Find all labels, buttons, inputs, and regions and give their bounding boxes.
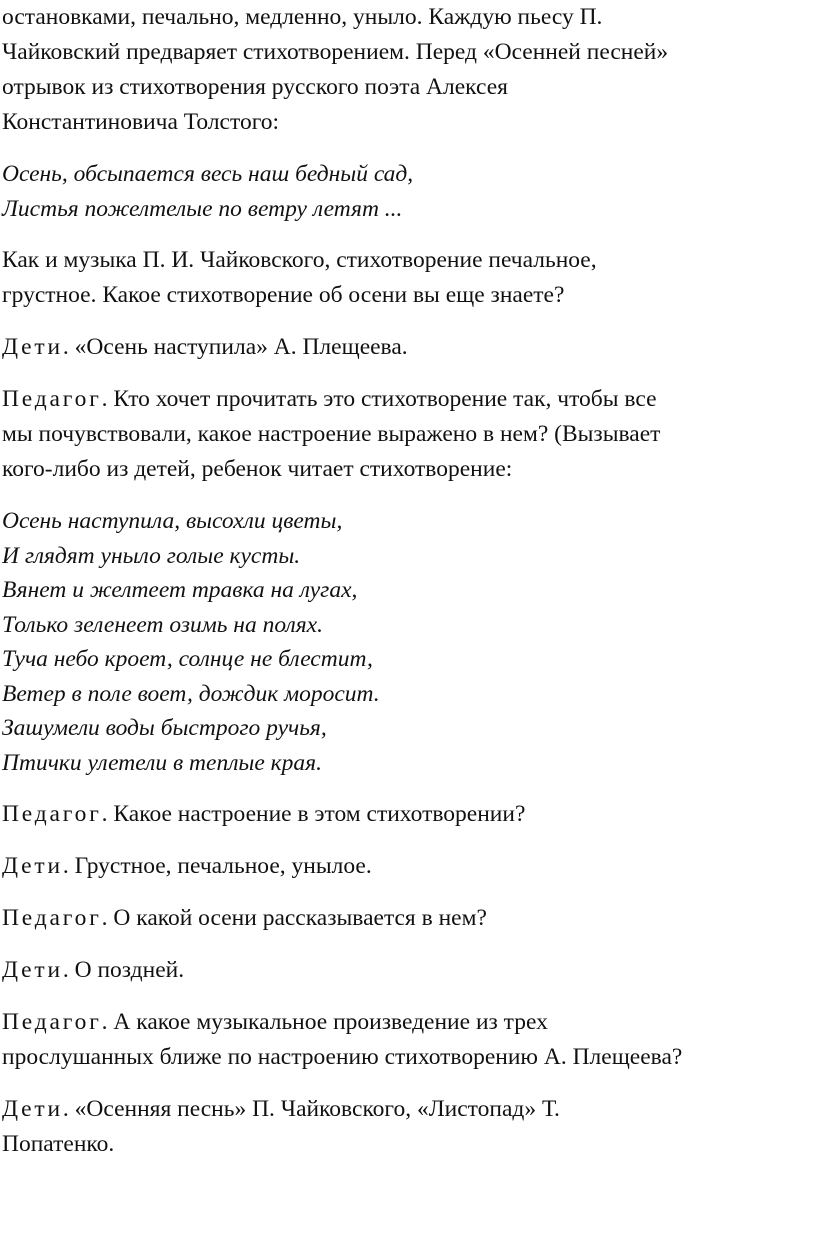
- speaker-label: Дети: [2, 853, 63, 879]
- dialog-line: Дети. О поздней.: [2, 957, 185, 983]
- poem-line: Туча небо кроет, солнце не блестит,: [2, 646, 373, 672]
- text-line: Чайковский предваряет стихотворением. Перед «Осенней песней»: [2, 39, 669, 65]
- dialog-line: Педагог. О какой осени рассказывается в нем?: [2, 905, 487, 931]
- speaker-label: Педагог: [2, 386, 102, 412]
- poem-line: Осень, обсыпается весь наш бедный сад,: [2, 161, 414, 187]
- text-line: грустное. Какое стихотворение об осени вы еще знаете?: [2, 282, 565, 308]
- dialog-line: Педагог. Какое настроение в этом стихотворении?: [2, 801, 526, 827]
- text-line: Константиновича Толстого:: [2, 109, 280, 135]
- speech-text: О поздней.: [74, 957, 185, 983]
- text-line: мы почувствовали, какое настроение выражено в нем? (Вызывает: [2, 421, 661, 447]
- speaker-label: Педагог: [2, 1009, 102, 1035]
- text-line: остановками, печально, медленно, уныло. Каждую пьесу П.: [2, 4, 603, 30]
- paragraph: [2, 0, 812, 140]
- speaker-label: Педагог: [2, 905, 102, 931]
- poem-line: Осень наступила, высохли цветы,: [2, 508, 343, 534]
- speech-text: Какое настроение в этом стихотворении?: [113, 801, 526, 827]
- speech-text: Грустное, печальное, унылое.: [74, 853, 372, 879]
- speech-text: О какой осени рассказывается в нем?: [113, 905, 487, 931]
- text-line: Как и музыка П. И. Чайковского, стихотворение печальное,: [2, 247, 597, 273]
- dialog-line: Педагог. Кто хочет прочитать это стихотворение так, чтобы все мы почувствовали, какое настроение выражено в нем? (Вызывает кого-либо из детей, ребенок читает стихотворение:: [2, 382, 812, 487]
- text-line: прослушанных ближе по настроению стихотворению А. Плещеева?: [2, 1044, 683, 1070]
- poem-line: Зашумели воды быстрого ручья,: [2, 715, 327, 741]
- poem: [2, 504, 812, 780]
- speech-text: «Осень наступила» А. Плещеева.: [74, 334, 408, 360]
- text-line: кого-либо из детей, ребенок читает стихотворение:: [2, 456, 513, 482]
- poem-line: Ветер в поле воет, дождик моросит.: [2, 680, 380, 707]
- poem-line: Только зеленеет озимь на полях.: [2, 611, 323, 638]
- speaker-label: Дети: [2, 957, 63, 983]
- dialog-line: Дети. Грустное, печальное, унылое.: [2, 853, 372, 879]
- dialog-line: Педагог. А какое музыкальное произведение из трех прослушанных ближе по настроению стихотворению А. Плещеева?: [2, 1005, 812, 1075]
- speech-text: А какое музыкальное произведение из трех: [113, 1009, 548, 1035]
- paragraph: [2, 243, 812, 313]
- speech-text: Кто хочет прочитать это стихотворение так, чтобы все: [113, 386, 657, 412]
- text-line: отрывок из стихотворения русского поэта Алексея: [2, 74, 508, 100]
- poem-line: Вянет и желтеет травка на лугах,: [2, 577, 358, 603]
- poem-line: Листья пожелтелые по ветру летят ...: [2, 195, 403, 222]
- speech-text: «Осенняя песнь» П. Чайковского, «Листопад» Т.: [74, 1096, 560, 1122]
- poem-line: И глядят уныло голые кусты.: [2, 542, 301, 569]
- speaker-label: Педагог: [2, 801, 102, 827]
- text-line: Попатенко.: [2, 1131, 115, 1157]
- dialog-line: Дети. «Осень наступила» А. Плещеева.: [2, 334, 408, 360]
- poem-excerpt: [2, 157, 812, 226]
- poem-line: Птички улетели в теплые края.: [2, 749, 322, 776]
- speaker-label: Дети: [2, 1096, 63, 1122]
- document-page: [2, 0, 812, 1162]
- speaker-label: Дети: [2, 334, 63, 360]
- dialog-line: Дети. «Осенняя песнь» П. Чайковского, «Листопад» Т. Попатенко.: [2, 1092, 812, 1162]
